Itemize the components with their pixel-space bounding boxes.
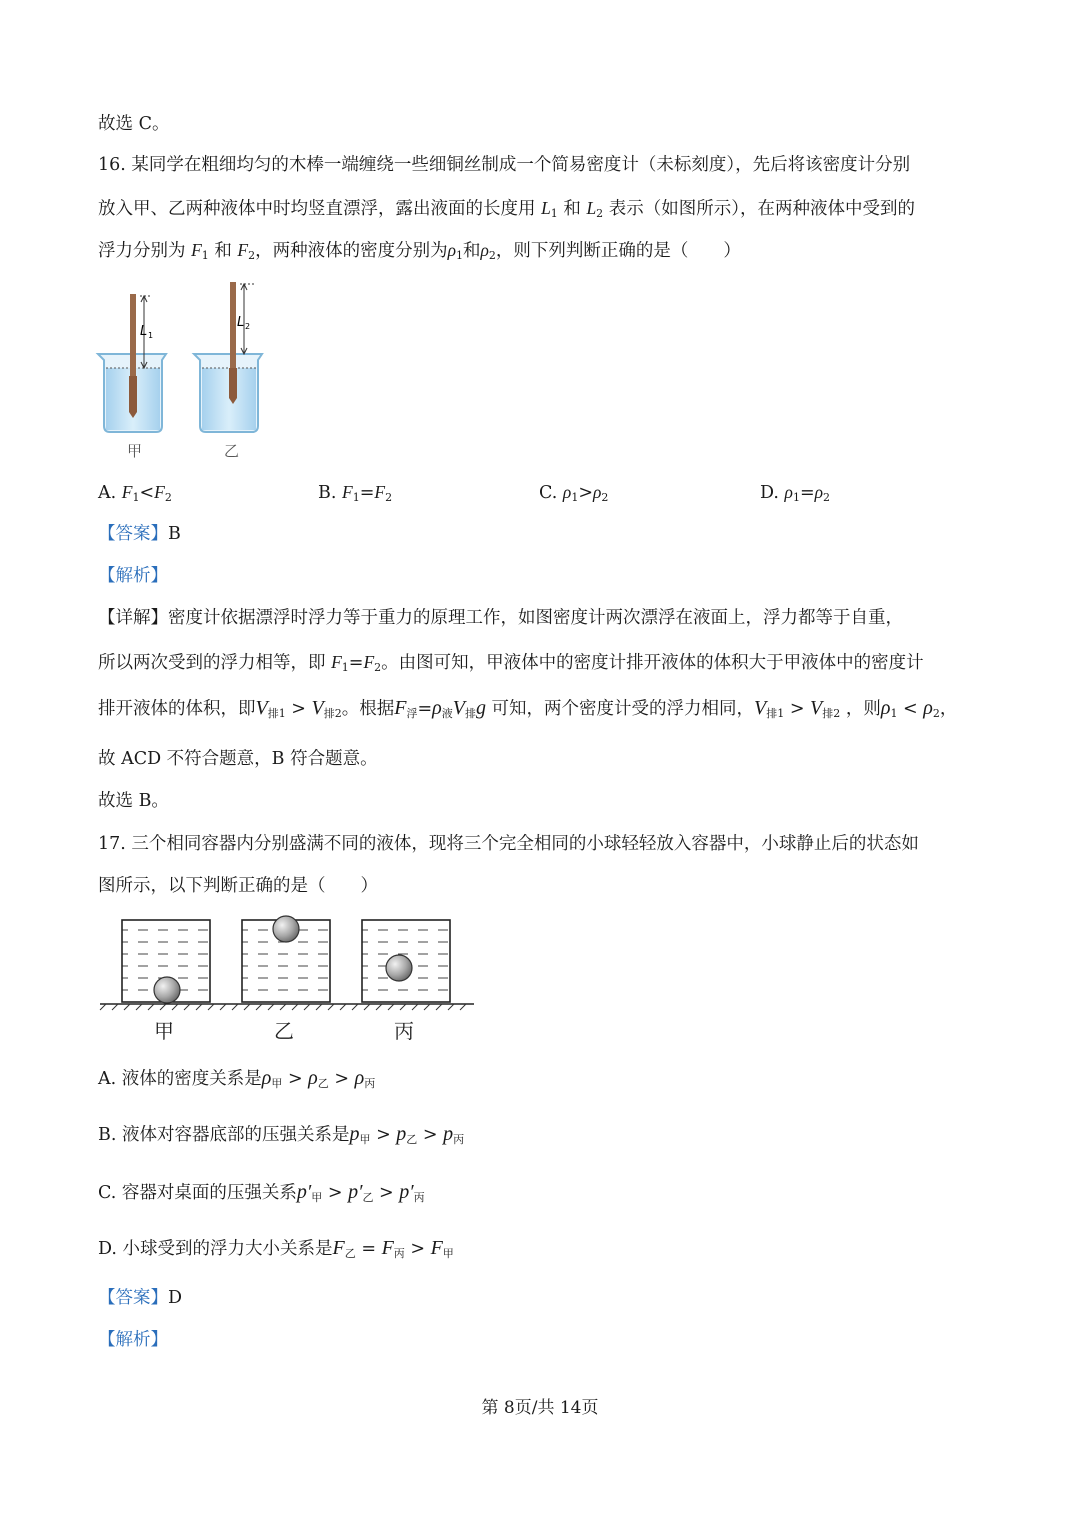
- container-jia: [122, 920, 210, 1003]
- q16-option-c: C. $\rho_1>\rho_2$: [539, 482, 609, 504]
- q16-figure: [94, 280, 274, 462]
- label-L1: L: [140, 324, 148, 339]
- ball-jia: [154, 977, 180, 1003]
- q16-option-a: A. $F_1<F_2$: [98, 482, 172, 504]
- q17-answer: 【答案】D: [98, 1288, 183, 1308]
- q17-line1: 17. 三个相同容器内分别盛满不同的液体，现将三个完全相同的小球轻轻放入容器中，小球静止后的状态如: [98, 834, 919, 854]
- q16-answer: 【答案】B: [98, 524, 181, 544]
- q17-option-b: B. 液体对容器底部的压强关系是$p_甲 > p_乙 > p_丙$: [98, 1123, 465, 1146]
- q17-option-c: C. 容器对桌面的压强关系$p'_甲 > p'_乙 > p'_丙$: [98, 1181, 425, 1204]
- q17-line2: 图所示，以下判断正确的是（ ）: [98, 876, 378, 896]
- q17-figure: [96, 912, 480, 1048]
- q16-line1: 16. 某同学在粗细均匀的木棒一端缠绕一些细铜丝制成一个简易密度计（未标刻度），先后将该密度计分别: [98, 155, 911, 175]
- q16-detail4: 故 ACD 不符合题意，B 符合题意。: [98, 749, 378, 769]
- ball-bing: [386, 955, 412, 981]
- prev-conclusion: 故选 C。: [98, 114, 170, 134]
- q17-option-a: A. 液体的密度关系是$\rho_甲 > \rho_乙 > \rho_丙$: [98, 1067, 376, 1090]
- q16-option-b: B. $F_1=F_2$: [318, 482, 393, 504]
- q17-analysis-tag: 【解析】: [98, 1330, 168, 1350]
- q17-option-d: D. 小球受到的浮力大小关系是$F_乙 = F_丙 > F_甲$: [98, 1237, 454, 1260]
- q16-line3: 浮力分别为 $F_1$ 和 $F_2$，两种液体的密度分别为$\rho_1$和$\rho_2$，则下列判断正确的是（ ）: [98, 240, 741, 262]
- page-footer: 第 8页/共 14页: [481, 1398, 599, 1418]
- container-bing: [362, 920, 450, 1002]
- svg-text:1: 1: [148, 331, 154, 340]
- q16-analysis-tag: 【解析】: [98, 566, 168, 586]
- q16-line2: 放入甲、乙两种液体中时均竖直漂浮，露出液面的长度用 $L_1$ 和 $L_2$ 表示（如图所示），在两种液体中受到的: [98, 198, 915, 220]
- label-L2: L: [237, 315, 245, 330]
- q16-detail3: 排开液体的体积，即$V_{排1} > V_{排2}$。根据$F_浮=\rho_液V_排g$ 可知，两个密度计受的浮力相同，$V_{排1} > V_{排2}$ ，则$\rho_1 < \rho_2$，: [98, 697, 958, 720]
- container-yi: [242, 916, 330, 1002]
- q16-conclusion: 故选 B。: [98, 791, 169, 811]
- fig16-label-jia: 甲: [127, 442, 143, 460]
- q16-detail2: 所以两次受到的浮力相等，即 $F_1=F_2$。由图可知，甲液体中的密度计排开液体的体积大于甲液体中的密度计: [98, 652, 924, 674]
- beaker-jia: [98, 294, 166, 432]
- beaker-yi: [194, 282, 262, 432]
- fig17-label-yi: 乙: [274, 1019, 294, 1043]
- q16-option-d: D. $\rho_1=\rho_2$: [760, 482, 831, 504]
- q16-detail1: 【详解】密度计依据漂浮时浮力等于重力的原理工作，如图密度计两次漂浮在液面上，浮力都等于自重，: [98, 608, 903, 628]
- svg-text:2: 2: [245, 322, 251, 331]
- ball-yi: [273, 916, 299, 942]
- fig17-label-bing: 丙: [394, 1019, 414, 1043]
- fig17-label-jia: 甲: [154, 1019, 174, 1043]
- fig16-label-yi: 乙: [224, 442, 240, 460]
